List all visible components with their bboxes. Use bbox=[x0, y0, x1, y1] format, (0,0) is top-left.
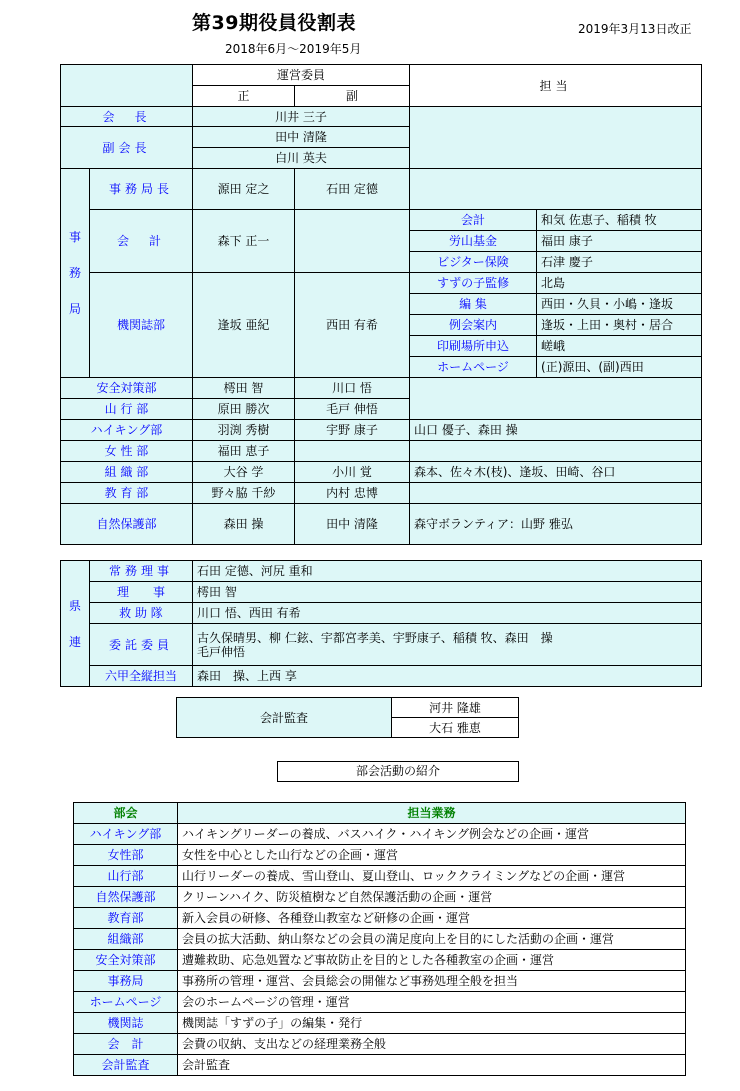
corner-cell bbox=[61, 65, 193, 107]
president-label: 会 長 bbox=[61, 107, 193, 127]
activities-dept-header: 部会 bbox=[74, 803, 178, 824]
dept-charge: 森本、佐々木(枝)、逢坂、田崎、谷口 bbox=[410, 462, 702, 483]
activity-dept: 会 計 bbox=[74, 1034, 178, 1055]
activity-duty: 会費の収納、支出などの経理業務全般 bbox=[178, 1034, 686, 1055]
secretary-general-label: 事務局長 bbox=[90, 169, 193, 210]
dept-deputy: 田中 清隆 bbox=[295, 504, 410, 545]
activity-dept: 自然保護部 bbox=[74, 887, 178, 908]
charge-value: 西田・久貝・小嶋・逢坂 bbox=[537, 294, 702, 315]
deputy-header: 副 bbox=[295, 86, 410, 107]
vice-president-label: 副会長 bbox=[61, 127, 193, 169]
charge-label: 会計 bbox=[410, 210, 537, 231]
activity-dept: 組織部 bbox=[74, 929, 178, 950]
activity-duty: 機関誌「すずの子」の編集・発行 bbox=[178, 1013, 686, 1034]
pref-value: 石田 定德、河尻 重和 bbox=[193, 561, 702, 582]
dept-primary: 樗田 智 bbox=[193, 378, 295, 399]
prefecture-table bbox=[60, 560, 702, 687]
officer-table bbox=[60, 64, 702, 545]
pref-role: 理 事 bbox=[90, 582, 193, 603]
dept-charge: 森守ボランティア：山野 雅弘 bbox=[410, 504, 702, 545]
accounting-primary: 森下 正一 bbox=[193, 210, 295, 273]
dept-role: ハイキング部 bbox=[61, 420, 193, 441]
activity-duty: クリーンハイク、防災植樹など自然保護活動の企画・運営 bbox=[178, 887, 686, 908]
activity-duty: 遭難救助、応急処置など事故防止を目的とした各種教室の企画・運営 bbox=[178, 950, 686, 971]
pref-value: 樗田 智 bbox=[193, 582, 702, 603]
dept-role: 自然保護部 bbox=[61, 504, 193, 545]
journal-label: 機関誌部 bbox=[90, 273, 193, 378]
office-vertical-label: 事 務 局 bbox=[61, 169, 90, 378]
activities-table bbox=[73, 802, 686, 1076]
dept-deputy: 川口 悟 bbox=[295, 378, 410, 399]
charge-label: ビジター保険 bbox=[410, 252, 537, 273]
journal-primary: 逢坂 亜紀 bbox=[193, 273, 295, 378]
term-period: 2018年6月～2019年5月 bbox=[225, 42, 362, 56]
dept-charge bbox=[410, 483, 702, 504]
dept-charge: 山口 優子、森田 操 bbox=[410, 420, 702, 441]
pref-role: 六甲全縦担当 bbox=[90, 666, 193, 687]
prefecture-vertical-label: 県 連 bbox=[61, 561, 90, 687]
activity-dept: ホームページ bbox=[74, 992, 178, 1013]
secretary-general-deputy: 石田 定德 bbox=[295, 169, 410, 210]
charge-value: 逢坂・上田・奥村・居合 bbox=[537, 315, 702, 336]
charge-label: 労山基金 bbox=[410, 231, 537, 252]
blank-charge bbox=[410, 107, 702, 169]
dept-role: 安全対策部 bbox=[61, 378, 193, 399]
charge-label: すずの子監修 bbox=[410, 273, 537, 294]
charge-value: 北島 bbox=[537, 273, 702, 294]
charge-label: 印刷場所申込 bbox=[410, 336, 537, 357]
activity-duty: 事務所の管理・運営、会員総会の開催など事務処理全般を担当 bbox=[178, 971, 686, 992]
primary-header: 正 bbox=[193, 86, 295, 107]
dept-deputy: 小川 覚 bbox=[295, 462, 410, 483]
dept-deputy: 宇野 康子 bbox=[295, 420, 410, 441]
dept-deputy bbox=[295, 441, 410, 462]
charge-label: 編 集 bbox=[410, 294, 537, 315]
dept-primary: 大谷 学 bbox=[193, 462, 295, 483]
secretary-general-primary: 源田 定之 bbox=[193, 169, 295, 210]
pref-value: 川口 悟、西田 有希 bbox=[193, 603, 702, 624]
dept-charge bbox=[410, 378, 702, 420]
audit-table bbox=[176, 697, 519, 738]
dept-role: 山 行 部 bbox=[61, 399, 193, 420]
activity-dept: 機関誌 bbox=[74, 1013, 178, 1034]
blank-charge bbox=[410, 169, 702, 210]
dept-primary: 福田 恵子 bbox=[193, 441, 295, 462]
activity-dept: 安全対策部 bbox=[74, 950, 178, 971]
journal-deputy: 西田 有希 bbox=[295, 273, 410, 378]
activity-dept: 事務局 bbox=[74, 971, 178, 992]
dept-primary: 森田 操 bbox=[193, 504, 295, 545]
dept-primary: 羽渕 秀樹 bbox=[193, 420, 295, 441]
president-name: 川井 三子 bbox=[193, 107, 410, 127]
revision-date: 2019年3月13日改正 bbox=[578, 22, 692, 36]
charge-label: ホームページ bbox=[410, 357, 537, 378]
dept-role: 教 育 部 bbox=[61, 483, 193, 504]
dept-deputy: 毛戸 伸悟 bbox=[295, 399, 410, 420]
pref-role: 救 助 隊 bbox=[90, 603, 193, 624]
page-title: 第39期役員役割表 bbox=[192, 12, 356, 34]
activity-dept: ハイキング部 bbox=[74, 824, 178, 845]
accounting-deputy bbox=[295, 210, 410, 273]
accounting-label: 会 計 bbox=[90, 210, 193, 273]
charge-value: 嵯峨 bbox=[537, 336, 702, 357]
pref-role: 委託委員 bbox=[90, 624, 193, 666]
section-heading: 部会活動の紹介 bbox=[277, 761, 519, 782]
charge-value: 石津 慶子 bbox=[537, 252, 702, 273]
pref-value: 古久保晴男、柳 仁鉉、宇都宮孝美、宇野康子、稲積 牧、森田 操 毛戸伸悟 bbox=[193, 624, 702, 666]
activity-duty: 会計監査 bbox=[178, 1055, 686, 1076]
charge-value: 和気 佐恵子、稲積 牧 bbox=[537, 210, 702, 231]
dept-primary: 野々脇 千紗 bbox=[193, 483, 295, 504]
dept-deputy: 内村 忠博 bbox=[295, 483, 410, 504]
pref-value: 森田 操、上西 享 bbox=[193, 666, 702, 687]
charge-value: 福田 康子 bbox=[537, 231, 702, 252]
committee-header: 運営委員 bbox=[193, 65, 410, 86]
charge-header: 担当 bbox=[410, 65, 702, 107]
activity-dept: 会計監査 bbox=[74, 1055, 178, 1076]
audit-name: 大石 雅恵 bbox=[392, 718, 519, 738]
dept-role: 女 性 部 bbox=[61, 441, 193, 462]
activity-duty: ハイキングリーダーの養成、バスハイク・ハイキング例会などの企画・運営 bbox=[178, 824, 686, 845]
activity-duty: 山行リーダーの養成、雪山登山、夏山登山、ロッククライミングなどの企画・運営 bbox=[178, 866, 686, 887]
activity-dept: 山行部 bbox=[74, 866, 178, 887]
vice-president-name: 白川 英夫 bbox=[193, 148, 410, 169]
activities-duty-header: 担当業務 bbox=[178, 803, 686, 824]
dept-charge bbox=[410, 441, 702, 462]
dept-role: 組 織 部 bbox=[61, 462, 193, 483]
activity-duty: 会のホームページの管理・運営 bbox=[178, 992, 686, 1013]
vice-president-name: 田中 清隆 bbox=[193, 127, 410, 148]
audit-name: 河井 隆雄 bbox=[392, 698, 519, 718]
dept-primary: 原田 勝次 bbox=[193, 399, 295, 420]
activity-duty: 女性を中心とした山行などの企画・運営 bbox=[178, 845, 686, 866]
charge-value: (正)源田、(副)西田 bbox=[537, 357, 702, 378]
pref-role: 常務理事 bbox=[90, 561, 193, 582]
activity-dept: 教育部 bbox=[74, 908, 178, 929]
activity-duty: 新入会員の研修、各種登山教室など研修の企画・運営 bbox=[178, 908, 686, 929]
audit-label: 会計監査 bbox=[177, 698, 392, 738]
charge-label: 例会案内 bbox=[410, 315, 537, 336]
activity-duty: 会員の拡大活動、納山祭などの会員の満足度向上を目的にした活動の企画・運営 bbox=[178, 929, 686, 950]
activity-dept: 女性部 bbox=[74, 845, 178, 866]
